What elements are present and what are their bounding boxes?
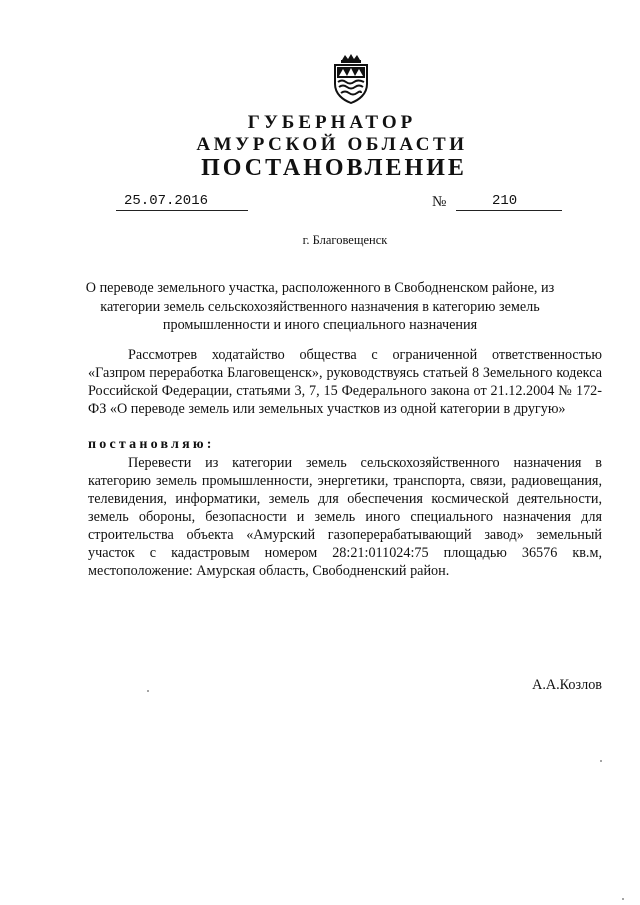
org-title-line1: ГУБЕРНАТОР bbox=[247, 112, 417, 133]
scan-speck bbox=[147, 690, 149, 692]
scan-speck bbox=[622, 898, 624, 900]
org-title-line2: АМУРСКОЙ ОБЛАСТИ bbox=[196, 134, 468, 155]
number-label: № bbox=[432, 194, 447, 210]
scan-speck bbox=[600, 760, 602, 762]
preamble-paragraph: Рассмотрев ходатайство общества с ограниченной ответственностью «Газпром переработка Благовещенск», руководствуясь статьей 8 Земельного кодекса Российской Федерации, статьями 3, 7, 15 Федерального закона от 21.12.2004 № 172-ФЗ «О переводе земель или земельных участков из одной категории в другую» bbox=[88, 347, 602, 417]
document-type: ПОСТАНОВЛЕНИЕ bbox=[201, 155, 467, 181]
decree-paragraph: Перевести из категории земель сельскохозяйственного назначения в категорию земель промышленности, энергетики, транспорта, связи, радиовещания, телевидения, информатики, земель для обеспечения космической деятельности, земель обороны, безопасности и земель иного специального назначения для строительства объекта «Амурский газоперерабатывающий завод» земельный участок с кадастровым номером 28:21:011024:75 площадью 36576 кв.м, местоположение: Амурская область, Свободненский район. bbox=[88, 455, 602, 579]
coat-of-arms-icon bbox=[330, 54, 372, 104]
decree-word: постановляю: bbox=[88, 437, 215, 452]
document-subject: О переводе земельного участка, расположенного в Свободненском районе, из категории земель сельскохозяйственного назначения в категорию земель промышленности и иного специального назначения bbox=[85, 280, 555, 333]
document-date: 25.07.2016 bbox=[116, 192, 248, 211]
signatory-name: А.А.Козлов bbox=[532, 677, 602, 693]
city-label: г. Благовещенск bbox=[302, 233, 388, 247]
document-number: 210 bbox=[456, 192, 562, 211]
